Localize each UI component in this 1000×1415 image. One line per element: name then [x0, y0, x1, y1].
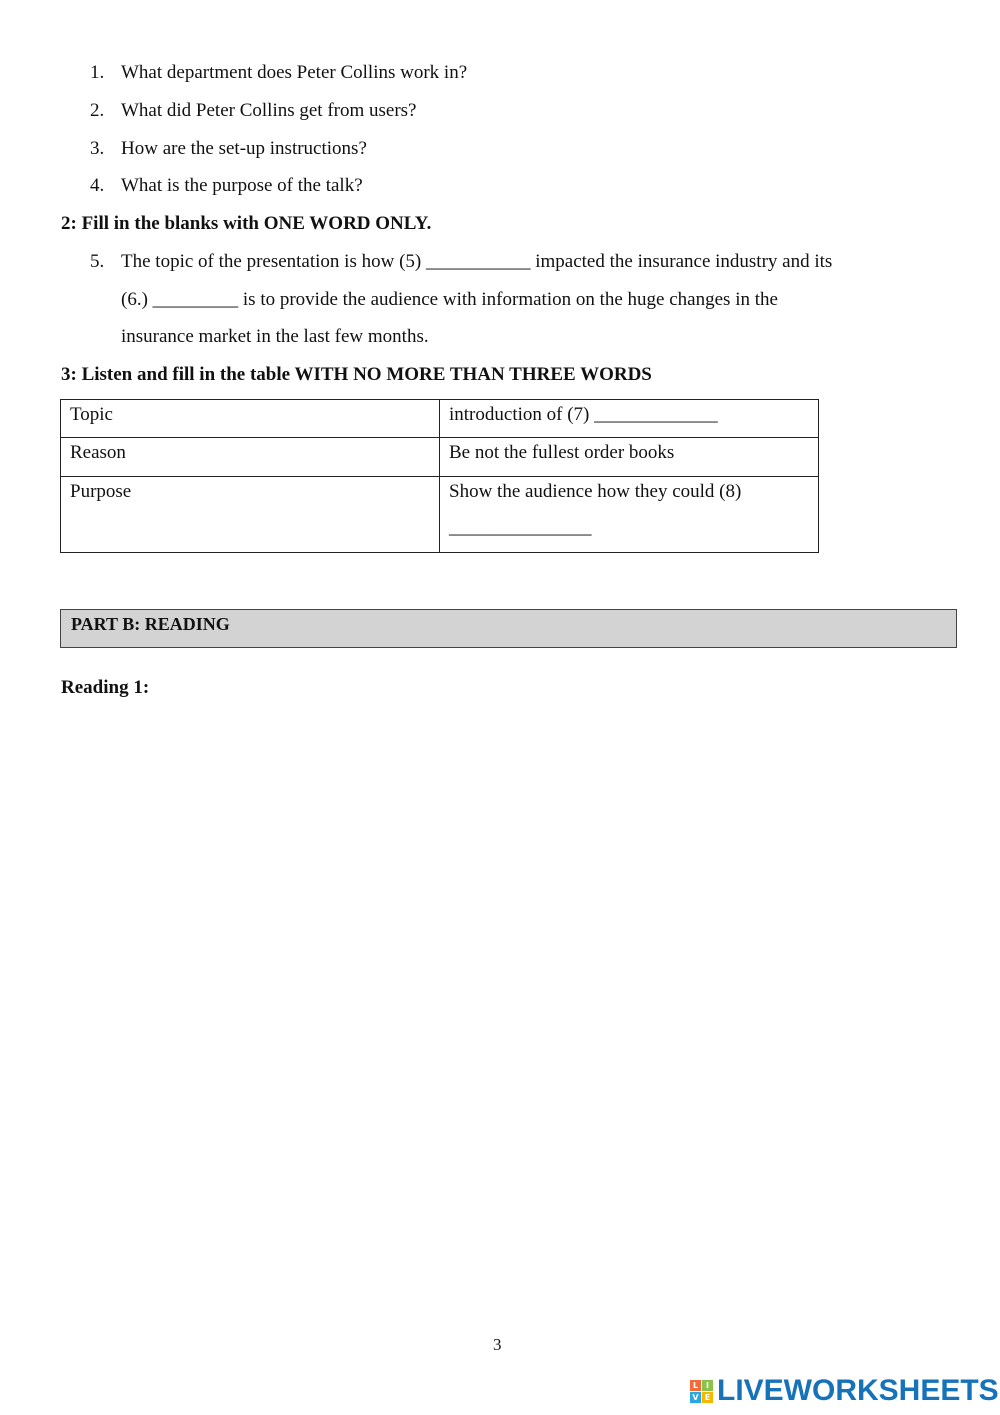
part-b-title: PART B: READING — [71, 614, 230, 634]
question-text: What did Peter Collins get from users? — [121, 100, 417, 121]
fill-blank-line-2: (6.) _________ is to provide the audience with information on the huge changes in the — [121, 289, 778, 310]
table-cell-value: Be not the fullest order books — [440, 438, 819, 477]
question-text: How are the set-up instructions? — [121, 138, 367, 159]
question-text: What is the purpose of the talk? — [121, 175, 363, 196]
logo-tile-l: L — [690, 1380, 701, 1391]
question-number: 2. — [90, 100, 105, 121]
liveworksheets-logo — [690, 1374, 999, 1408]
table-cell-value: introduction of (7) _____________ — [440, 400, 819, 438]
table-row — [61, 400, 819, 438]
table-row — [61, 438, 819, 477]
table-cell-label: Reason — [61, 438, 440, 477]
table-row — [61, 477, 819, 553]
part-b-header — [60, 609, 957, 648]
fill-in-table — [60, 399, 819, 553]
liveworksheets-logo-icon — [690, 1380, 713, 1403]
table-cell-value — [440, 477, 819, 553]
question-item — [90, 138, 367, 160]
logo-tile-v: V — [690, 1392, 701, 1403]
question-number: 5. — [90, 251, 105, 272]
question-text: What department does Peter Collins work in? — [121, 62, 468, 83]
table-cell-value-blank: _______________ — [449, 517, 592, 538]
question-number: 4. — [90, 175, 105, 196]
table-cell-value-line-1: Show the audience how they could (8) — [449, 481, 742, 502]
question-number: 3. — [90, 138, 105, 159]
fill-blank-line-1: The topic of the presentation is how (5) ___________ impacted the insurance industry and its — [121, 251, 833, 272]
page-number: 3 — [493, 1335, 502, 1354]
fill-blank-item — [90, 251, 832, 273]
logo-tile-i: I — [702, 1380, 713, 1391]
section-2-heading: 2: Fill in the blanks with ONE WORD ONLY. — [61, 213, 432, 234]
reading-1-heading: Reading 1: — [61, 677, 150, 698]
fill-blank-line-3: insurance market in the last few months. — [121, 326, 429, 347]
section-3-heading: 3: Listen and fill in the table WITH NO MORE THAN THREE WORDS — [61, 364, 652, 385]
logo-tile-e: E — [702, 1392, 713, 1403]
question-item — [90, 100, 417, 122]
table-cell-label: Purpose — [61, 477, 440, 553]
question-item — [90, 175, 363, 197]
question-number: 1. — [90, 62, 105, 83]
table-cell-label: Topic — [61, 400, 440, 438]
liveworksheets-logo-text: LIVEWORKSHEETS — [717, 1374, 999, 1407]
question-item — [90, 62, 467, 84]
